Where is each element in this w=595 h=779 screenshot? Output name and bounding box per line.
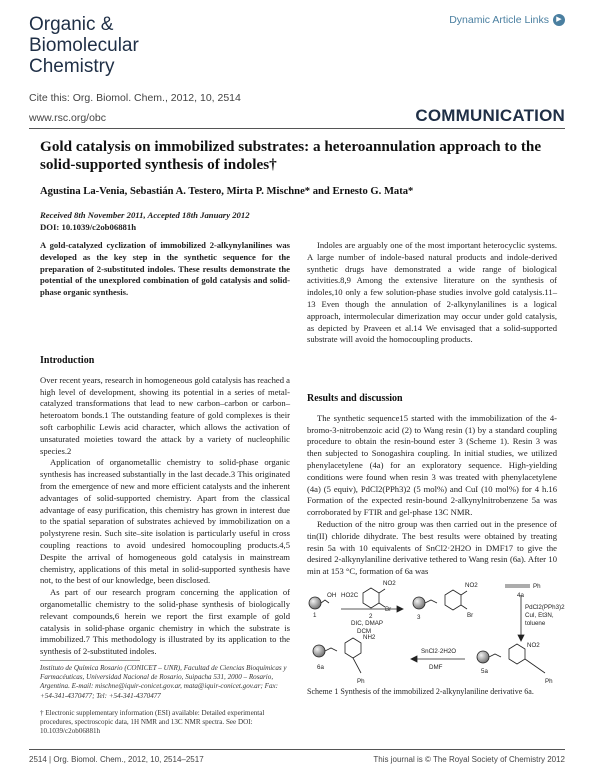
footer-rule: [29, 749, 565, 750]
scheme-1: [305, 573, 565, 690]
linker-1: [321, 600, 329, 603]
label-ph-c: Ph: [545, 678, 553, 685]
label-2: 2: [369, 613, 373, 620]
label-sncl: SnCl2·2H2O: [421, 648, 457, 655]
article-title: Gold catalysis on immobilized substrates: a heteroannulation approach to the solid-supported synthesis of indoles†: [40, 138, 542, 173]
footer-citation: 2514 | Org. Biomol. Chem., 2012, 10, 2514–2517: [29, 755, 204, 764]
right-column-intro: Indoles are arguably one of the most important heterocyclic systems. A large number of indole-based natural products and indole-derived synthetic drugs have demonstrated a wide range of biological activities.8,9 Among the extensive literature on the synthesis of indoles,10 only a few solution-phase studies involve gold catalysis.11–13 Even though the annulation of 2-alkynylanilines is a logical approach, intermolecular dimerization may occur under gold catalysis, as depicted by Praveen et al.14 We envisaged that a solid-supported substrate will avoid the homocoupling products.: [307, 240, 557, 345]
right-column-results: [307, 393, 557, 578]
scheme-1-graphic: [305, 573, 565, 685]
label-ph-a: Ph: [533, 583, 541, 590]
journal-name-line1: Organic &: [29, 14, 114, 35]
label-oh: OH: [327, 592, 337, 599]
label-toluene: toluene: [525, 620, 546, 627]
dynamic-links-label[interactable]: Dynamic Article Links: [449, 14, 549, 26]
label-dmf: DMF: [429, 664, 443, 671]
esi-note: † Electronic supplementary information (ESI) available: Detailed experimental procedures, spectroscopic data, 1H NMR and 13C NMR spectra. See DOI: 10.1039/c2ob06881h: [40, 709, 265, 736]
introduction-heading: Introduction: [40, 355, 95, 366]
label-nh2: NH2: [363, 634, 376, 641]
ring-3: [445, 590, 461, 610]
scheme-caption: Scheme 1 Synthesis of the immobilized 2-alkynylaniline derivative 6a.: [307, 687, 534, 696]
results-heading: Results and discussion: [307, 393, 403, 404]
footnote-rule: [40, 660, 140, 661]
label-4a: 4a: [517, 592, 524, 599]
label-ph-b: Ph: [357, 678, 365, 685]
label-br-b: Br: [467, 612, 474, 619]
label-3: 3: [417, 614, 421, 621]
label-5a: 5a: [481, 668, 488, 675]
journal-name: [29, 14, 139, 77]
header-rule: [29, 128, 565, 129]
abstract: A gold-catalyzed cyclization of immobilized 2-alkynylanilines was developed as the key step in the synthetic sequence for the preparation of 2-substituted indoles. These results demonstrate the potential of the unexplored combination of gold catalysis and solid-phase organic synthesis.: [40, 240, 290, 298]
journal-name-line2: Biomolecular: [29, 35, 139, 56]
label-1: 1: [313, 612, 317, 619]
play-arrow-icon[interactable]: ▶: [553, 14, 565, 26]
affiliation: Instituto de Química Rosario (CONICET – UNR), Facultad de Ciencias Bioquímicas y Farmacéuticas, Universidad Nacional de Rosario, Suipacha 531, 2000 – Rosario, Argentina. E-mail: mischne@iquir-conicet.gov.ar, mata@iquir-conicet.gov.ar; Fax: +54-341-4370477; Tel: +54-341-4370477: [40, 664, 287, 700]
intro-paragraph-3: As part of our research program concerning the application of organometallic chemistry to the solid-phase synthesis of biologically relevant compounds,6 herein we report the first example of gold catalysis in solid-phase organic chemistry in which the substrate is immobilized.7 This methodology is illustrated by its application to the synthesis of 2-substituted indoles.: [40, 587, 290, 657]
label-dic: DIC, DMAP: [351, 620, 383, 627]
cite-line: Cite this: Org. Biomol. Chem., 2012, 10, 2514: [29, 92, 241, 104]
label-ho2c: HO2C: [341, 592, 359, 599]
dynamic-article-links[interactable]: [449, 14, 565, 26]
journal-name-line3: Chemistry: [29, 56, 115, 77]
label-no2-c: NO2: [527, 642, 540, 649]
label-6a: 6a: [317, 664, 324, 671]
footer-copyright: This journal is © The Royal Society of Chemistry 2012: [373, 755, 565, 764]
page-footer: [29, 755, 565, 764]
journal-url[interactable]: www.rsc.org/obc: [29, 112, 107, 124]
label-no2-b: NO2: [465, 582, 478, 589]
article-doi[interactable]: DOI: 10.1039/c2ob06881h: [40, 222, 137, 232]
section-label: COMMUNICATION: [415, 106, 565, 125]
label-no2-a: NO2: [383, 580, 396, 587]
label-dcm: DCM: [357, 628, 372, 635]
ring-6a: [345, 638, 361, 658]
ring-5a: [509, 644, 525, 664]
results-paragraph-2: Reduction of the nitro group was then carried out in the presence of tin(II) chloride dihydrate. The best results were obtained by treating resin 5a with 10 equivalents of SnCl2·2H2O in DMF17 to give the desired 2-alkynylaniline derivative tethered to Wang resin (6a). After 10 min at 153 °C, formation of 6a was: [307, 518, 557, 577]
resin-bead-3: [413, 597, 425, 609]
left-column: [40, 355, 290, 658]
received-dates: Received 8th November 2011, Accepted 18th January 2012: [40, 210, 250, 220]
resin-bead-6a: [313, 645, 325, 657]
resin-bead-5a: [477, 651, 489, 663]
intro-paragraph-2: Application of organometallic chemistry to solid-phase organic synthesis has increased substantially in the last decade.3 This originated from the emergence of new and more efficient catalysts and the inherent advantages of solid-supported chemistry. Apart from the classical advantage of easy purification, this chemistry has grown in interest due to the spatial separation of substrates achieved by immobilization on a polystyrene resin. Such site–site isolation is particularly useful in cross coupling reactions to avoid undesired homocoupling products.4,5 Despite the arrival of homogeneous gold catalysis in mainstream chemistry, applications of this metal in solid-supported synthesis have not, to the best of our knowledge, been disclosed.: [40, 457, 290, 586]
ring-2: [363, 588, 379, 608]
resin-bead-1: [309, 597, 321, 609]
label-br-a: Br: [385, 606, 392, 613]
results-paragraph-1: The synthetic sequence15 started with the immobilization of the 4-bromo-3-nitrobenzoic acid (2) to Wang resin (1) by a standard coupling procedure to obtain the resin-bound ester 3 (Scheme 1). Resin 3 was then subjected to Sonogashira coupling. In initial studies, we utilized phenylacetylene (4a) for an exploratory sequence. High-yielding conditions were found when resin 3 was treated with phenylacetylene (4a) (5 equiv), PdCl2(PPh3)2 (5 mol%) and CuI (10 mol%) for 4 h.16 Formation of the expected resin-bound 2-alkynylnitrobenzene 5a was corroborated by FTIR and gel-phase 13C NMR.: [307, 412, 557, 518]
label-pd: PdCl2(PPh3)2: [525, 604, 565, 611]
article-authors: Agustina La-Venia, Sebastián A. Testero, Mirta P. Mischne* and Ernesto G. Mata*: [40, 186, 414, 197]
label-cui: CuI, Et3N,: [525, 612, 554, 619]
intro-paragraph-1: Over recent years, research in homogeneous gold catalysis has reached a high level of development, showing its potential in a series of metal-catalyzed transformations that lead to new carbon–carbon or carbon–heteroatom bonds.1 The outstanding feature of gold complexes is their soft carbophilic Lewis acid character, which allows the activation of unsaturated moieties toward the attack by a variety of nucleophilic species.2: [40, 374, 290, 456]
